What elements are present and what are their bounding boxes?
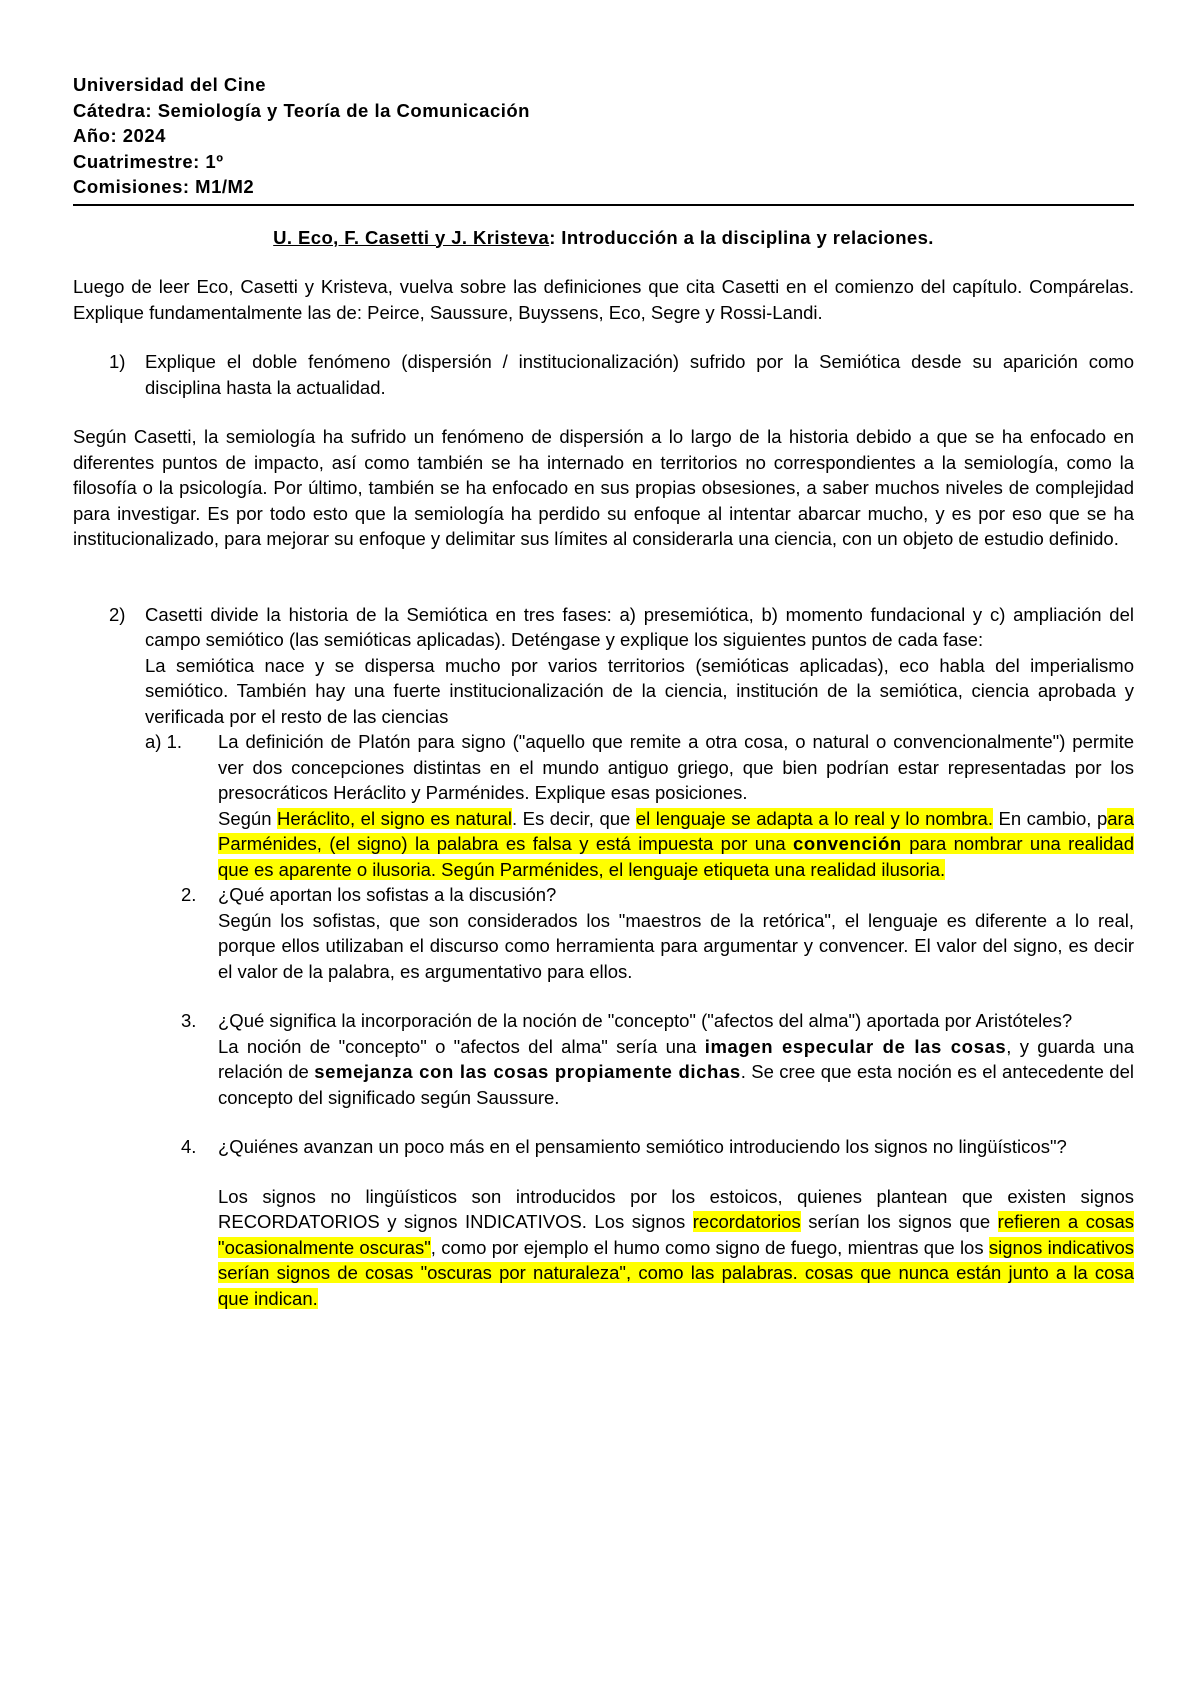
- year-line: Año: 2024: [73, 125, 166, 146]
- question-2-text: Casetti divide la historia de la Semiótica en tres fases: a) presemiótica, b) momento fundacional y c) ampliación del campo semiótico (las semióticas aplicadas). Deténgase y explique los siguientes puntos de cada fase:: [145, 603, 1134, 650]
- highlighted-text: refieren a cosas "ocasionalmente oscuras": [218, 1211, 1135, 1258]
- subitem-a1: [145, 729, 1134, 882]
- subitem-2-question: ¿Qué aportan los sofistas a la discusión?: [218, 884, 557, 905]
- highlighted-text: el lenguaje se adapta a lo real y lo nombra.: [635, 807, 993, 829]
- subitem-4-body: [218, 1134, 1134, 1311]
- subitem-a1-label: a) 1.: [145, 731, 183, 752]
- question-2-answer: La semiótica nace y se dispersa mucho por varios territorios (semióticas aplicadas), eco habla del imperialismo semiótico. También hay una fuerte institucionalización de la ciencia, institución de la semiótica, ciencia aprobada y verificada por el resto de las ciencias: [145, 654, 1134, 727]
- answer-text: . Se cree que esta noción es el antecedente del concepto del significado según Saussure.: [218, 1061, 1134, 1108]
- question-2: [73, 602, 1134, 1312]
- cuatrimestre-line: Cuatrimestre: 1º: [73, 150, 224, 172]
- institution-name: Universidad del Cine: [73, 74, 266, 95]
- subitem-a1-body: [218, 729, 1134, 882]
- answer-text: . Es decir, que: [511, 807, 636, 829]
- subitem-3-num-text: 3.: [181, 1010, 197, 1031]
- question-1: [73, 349, 1134, 400]
- title-authors: U. Eco, F. Casetti y J. Kristeva: [273, 226, 550, 248]
- subitem-3: [145, 1008, 1134, 1110]
- subitem-4-num-text: 4.: [181, 1136, 197, 1157]
- subitem-2-num-text: 2.: [181, 884, 197, 905]
- answer-text: serían los signos que: [800, 1211, 998, 1232]
- subitem-a1-answer: [218, 806, 1134, 883]
- subitem-a1-question: La definición de Platón para signo ("aquello que remite a otra cosa, o natural o convencionalmente") permite ver dos concepciones distintas en el mundo antiguo griego, que bien podrían estar representadas por los presocráticos Heráclito y Parménides. Explique esas posiciones.: [218, 731, 1134, 803]
- answer-text: En cambio, p: [993, 807, 1108, 829]
- answer-text: , y guarda una relación de: [218, 1035, 1135, 1082]
- answer-1-paragraph: Según Casetti, la semiología ha sufrido un fenómeno de dispersión a lo largo de la historia debido a que se ha enfocado en diferentes puntos de impacto, así como también se ha internado en territorios no correspondientes a la semiología, como la filosofía o la psicología. Por último, también se ha enfocado en sus propias obsesiones, a saber muchos niveles de complejidad para investigar. Es por todo esto que la semiología ha perdido su enfoque al intentar abarcar mucho, y es por eso que se ha institucionalizado, para mejorar su enfoque y delimitar sus límites al considerarla una ciencia, con un objeto de estudio definido.: [73, 426, 1134, 549]
- question-1-text: Explique el doble fenómeno (dispersión / institucionalización) sufrido por la Semiótica desde su aparición como disciplina hasta la actualidad.: [145, 351, 1134, 398]
- intro-paragraph: Luego de leer Eco, Casetti y Kristeva, vuelva sobre las definiciones que cita Casetti en el comienzo del capítulo. Compárelas. Explique fundamentalmente las de: Peirce, Saussure, Buyssens, Eco, Segre y Rossi-Landi.: [73, 276, 1134, 323]
- question-1-number: 1): [109, 351, 126, 372]
- subitem-4-question: ¿Quiénes avanzan un poco más en el pensamiento semiótico introduciendo los signos no lingüísticos"?: [218, 1136, 1067, 1157]
- subitem-3-body: [218, 1008, 1134, 1110]
- answer-text: Los signos no lingüísticos son introducidos por los estoicos, quienes plantean que existen signos RECORDATORIOS y signos INDICATIVOS. Los signos: [218, 1185, 1134, 1232]
- subitem-3-question: ¿Qué significa la incorporación de la noción de "concepto" ("afectos del alma") aportada por Aristóteles?: [218, 1010, 1073, 1031]
- highlighted-text: ara Parménides, (el signo) la palabra es falsa y está impuesta por una: [218, 807, 1134, 854]
- subitem-2: [145, 882, 1134, 984]
- question-2-number: 2): [109, 603, 126, 625]
- subitem-4: [145, 1134, 1134, 1311]
- subitem-3-answer: [218, 1034, 1134, 1111]
- comisiones-line: Comisiones: M1/M2: [73, 176, 255, 197]
- subitem-4-number: [145, 1134, 218, 1311]
- subitem-4-answer: [218, 1184, 1134, 1312]
- highlighted-bold-text: convención: [793, 833, 902, 854]
- answer-text: Según: [218, 807, 278, 829]
- subitem-2-number: [145, 882, 218, 984]
- answer-text: , como por ejemplo el humo como signo de fuego, mientras que los: [430, 1236, 989, 1258]
- question-2-body: [145, 602, 1134, 1312]
- document-header: [73, 72, 1134, 200]
- catedra-line: Cátedra: Semiología y Teoría de la Comunicación: [73, 99, 530, 121]
- bold-text: imagen especular de las cosas: [704, 1035, 1007, 1057]
- document-content: [73, 72, 1134, 1311]
- highlighted-text: para nombrar una realidad que es aparente o ilusoria. Según Parménides, el lenguaje etiqueta una realidad ilusoria.: [218, 833, 1134, 880]
- subitem-2-answer: Según los sofistas, que son considerados los "maestros de la retórica", el lenguaje es diferente a lo real, porque ellos utilizaban el discurso como herramienta para argumentar y convencer. El valor del signo, es decir el valor de la palabra, es argumentativo para ellos.: [218, 909, 1134, 982]
- subitem-2-body: [218, 882, 1134, 984]
- highlighted-text: Heráclito, el signo es natural: [277, 807, 512, 829]
- subitem-3-number: [145, 1008, 218, 1110]
- highlighted-text: recordatorios: [692, 1211, 801, 1232]
- header-divider: [73, 204, 1134, 206]
- highlighted-text: signos indicativos serían signos de cosas "oscuras por naturaleza", como las palabras. cosas que nunca están junto a la cosa que indican.: [218, 1236, 1135, 1309]
- bold-text: semejanza con las cosas propiamente dichas: [314, 1061, 741, 1082]
- document-title: [73, 225, 1134, 251]
- title-rest: : Introducción a la disciplina y relaciones.: [549, 226, 934, 248]
- answer-text: La noción de "concepto" o "afectos del alma" sería una: [218, 1035, 705, 1057]
